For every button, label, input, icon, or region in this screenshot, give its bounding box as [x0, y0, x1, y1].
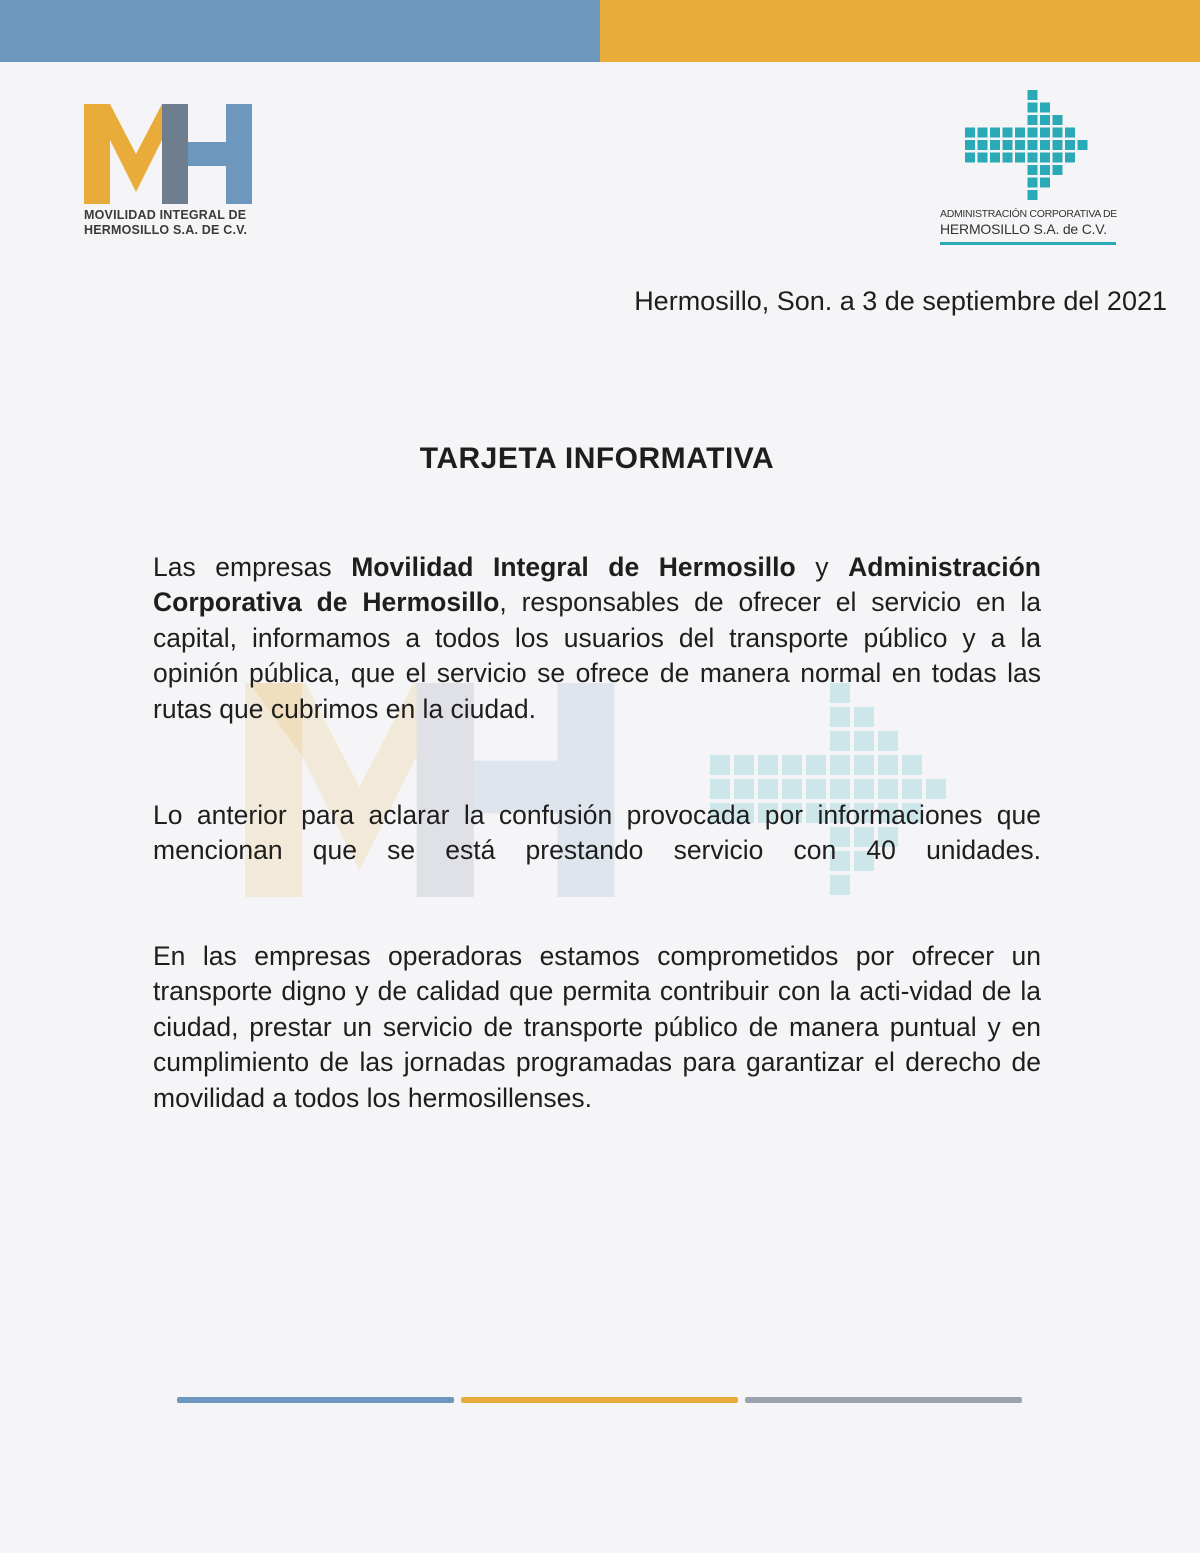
arrow-cell-2-3 — [758, 755, 778, 775]
arrow-cell-3-5 — [1003, 153, 1013, 163]
mh-caption-line2: HERMOSILLO S.A. DE C.V. — [84, 223, 248, 237]
arrow-cell-7-6 — [1053, 165, 1063, 175]
arrow-cell-5-3 — [830, 755, 850, 775]
arrow-cell-6-4 — [854, 779, 874, 799]
arrow-cell-9-4 — [926, 779, 946, 799]
p1-rest: , responsables de ofrecer el servicio en la capital, informamos a todos los usuarios del transporte público y a la opinión pública, que el servicio se ofrece de manera normal en todas las rutas que cubrimos en la ciudad. — [153, 587, 1041, 724]
arrow-cell-0-3 — [710, 755, 730, 775]
arrow-cell-6-7 — [1040, 178, 1050, 188]
arrow-cell-6-1 — [1040, 103, 1050, 113]
arrow-cell-5-4 — [830, 779, 850, 799]
mh-shared-stem — [162, 104, 188, 204]
arrow-cell-6-2 — [854, 731, 874, 751]
arrow-cell-6-3 — [854, 755, 874, 775]
arrow-cell-1-3 — [734, 755, 754, 775]
top-band-blue — [0, 0, 600, 62]
arrow-cell-1-3 — [978, 128, 988, 138]
arrow-cell-7-4 — [878, 779, 898, 799]
arrow-cell-4-3 — [1015, 128, 1025, 138]
paragraph-1 — [153, 550, 1041, 727]
mh-logo-caption — [84, 208, 284, 238]
arrow-cell-2-4 — [990, 140, 1000, 150]
arrow-cell-0-5 — [965, 153, 975, 163]
p1-company-1: Movilidad Integral de Hermosillo — [351, 552, 796, 582]
arrow-cell-2-3 — [990, 128, 1000, 138]
document-date: Hermosillo, Son. a 3 de septiembre del 2021 — [634, 286, 1167, 316]
arrow-cell-7-5 — [1053, 153, 1063, 163]
top-band-gold — [600, 0, 1200, 62]
arrow-cell-1-4 — [978, 140, 988, 150]
arrow-cell-5-2 — [1028, 115, 1038, 125]
arrow-cell-8-3 — [1065, 128, 1075, 138]
arrow-cell-5-3 — [1028, 128, 1038, 138]
arrow-cell-2-4 — [758, 779, 778, 799]
bottom-rule-blue — [177, 1397, 454, 1403]
arrow-cell-6-4 — [1040, 140, 1050, 150]
arrow-cell-3-3 — [1003, 128, 1013, 138]
arrow-cell-7-3 — [878, 755, 898, 775]
arrow-cell-7-3 — [1053, 128, 1063, 138]
top-color-band — [0, 0, 1200, 62]
arrow-cell-5-1 — [1028, 103, 1038, 113]
arrow-cell-1-4 — [734, 779, 754, 799]
arrow-cell-4-3 — [806, 755, 826, 775]
mh-h-crossbar — [188, 142, 226, 166]
arrow-cell-6-6 — [1040, 165, 1050, 175]
arrow-cell-5-5 — [1028, 153, 1038, 163]
p1-intro: Las empresas — [153, 552, 352, 582]
arrow-cell-3-4 — [1003, 140, 1013, 150]
arrow-cell-1-5 — [978, 153, 988, 163]
ach-logo — [930, 88, 1130, 248]
arrow-cell-6-5 — [1040, 153, 1050, 163]
arrow-cell-0-4 — [710, 779, 730, 799]
mh-logo — [84, 100, 264, 245]
bottom-rule-gray — [745, 1397, 1022, 1403]
arrow-cell-5-7 — [1028, 178, 1038, 188]
mh-logo-icon — [84, 100, 264, 204]
arrow-cell-8-4 — [1065, 140, 1075, 150]
pixel-arrow-icon — [965, 88, 1095, 203]
arrow-cell-3-4 — [782, 779, 802, 799]
arrow-cell-7-2 — [1053, 115, 1063, 125]
p1-conjunction: y — [795, 552, 849, 582]
arrow-cell-4-4 — [806, 779, 826, 799]
arrow-cell-5-8 — [1028, 190, 1038, 200]
arrow-cell-3-3 — [782, 755, 802, 775]
arrow-cell-5-0 — [1028, 90, 1038, 100]
mh-caption-line1: MOVILIDAD INTEGRAL DE — [84, 208, 247, 222]
arrow-cell-4-4 — [1015, 140, 1025, 150]
mh-h-right-stem — [226, 104, 252, 204]
arrow-cell-5-8 — [830, 875, 850, 895]
arrow-cell-0-4 — [965, 140, 975, 150]
arrow-cell-6-3 — [1040, 128, 1050, 138]
arrow-cell-5-6 — [1028, 165, 1038, 175]
arrow-cell-2-5 — [990, 153, 1000, 163]
paragraph-3: En las empresas operadoras estamos comprometidos por ofrecer un transporte digno y de calidad que permita contribuir con la acti-vidad de la ciudad, prestar un servicio de transporte público de manera puntual y en cumplimiento de las jornadas programadas para garantizar el derecho de movilidad a todos los hermosillenses. — [153, 941, 1041, 1113]
document-title: TARJETA INFORMATIVA — [419, 442, 775, 475]
arrow-cell-5-4 — [1028, 140, 1038, 150]
ach-caption-line2: HERMOSILLO S.A. de C.V. — [940, 221, 1107, 237]
ach-logo-underline — [940, 242, 1116, 245]
arrow-cell-8-5 — [1065, 153, 1075, 163]
p1-company-2: Administración Corporativa de Hermosillo — [153, 552, 1041, 618]
ach-logo-caption — [940, 208, 1120, 237]
arrow-cell-8-3 — [902, 755, 922, 775]
arrow-cell-7-4 — [1053, 140, 1063, 150]
arrow-cell-9-4 — [1078, 140, 1088, 150]
ach-caption-line1: ADMINISTRACIÓN CORPORATIVA DE — [940, 208, 1118, 220]
arrow-cell-0-3 — [965, 128, 975, 138]
arrow-cell-5-2 — [830, 731, 850, 751]
arrow-cell-4-5 — [1015, 153, 1025, 163]
paragraph-2: Lo anterior para aclarar la confusión provocada por informaciones que mencionan que se está prestando servicio con 40 unidades. — [153, 800, 1041, 866]
bottom-rule-gold — [461, 1397, 738, 1403]
arrow-cell-6-2 — [1040, 115, 1050, 125]
arrow-cell-7-2 — [878, 731, 898, 751]
arrow-cell-8-4 — [902, 779, 922, 799]
